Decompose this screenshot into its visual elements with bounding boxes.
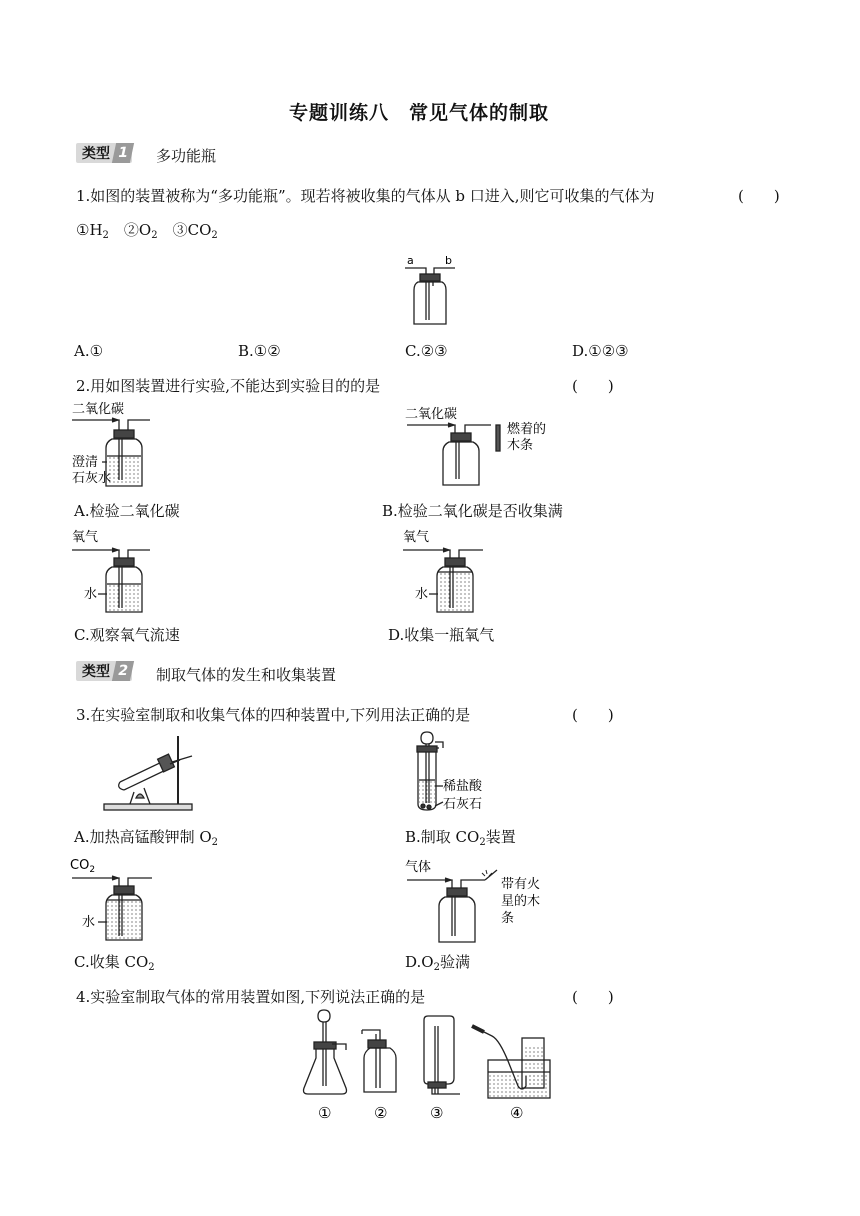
- q3-option-d: $D.O_2$验满: [405, 953, 470, 973]
- q4-label-2: ②: [374, 1104, 388, 1122]
- q2b-gas-label: 二氧化碳: [405, 407, 458, 422]
- q2-option-a: A.检验二氧化碳: [74, 502, 180, 520]
- section-badge-1: [76, 143, 132, 163]
- q3b-stone-label: 石灰石: [443, 797, 483, 812]
- badge-number: 1: [112, 143, 134, 163]
- q4-label-4: ④: [510, 1104, 524, 1122]
- badge-number: 2: [112, 661, 134, 681]
- q1-option-b: B.①②: [238, 342, 281, 360]
- q3-answer-paren: ( ): [572, 706, 614, 724]
- q3c-gas-label: $CO_2$: [70, 858, 96, 875]
- q2-answer-paren: ( ): [572, 377, 614, 395]
- q2a-liquid-label-2: 石灰水: [72, 471, 112, 486]
- q2-figure-b: [405, 405, 555, 490]
- q4-answer-paren: ( ): [572, 988, 614, 1006]
- q3d-gas-label: 气体: [405, 860, 432, 875]
- q2-figure-c: [72, 528, 162, 618]
- q1-option-a: A.①: [74, 342, 104, 360]
- badge-word: 类型: [82, 146, 110, 162]
- q3-option-c: C.收集 $CO_2$: [74, 953, 155, 973]
- q2a-liquid-label-1: 澄清: [72, 455, 99, 470]
- q4-label-1: ①: [318, 1104, 332, 1122]
- q2-figure-a: [72, 400, 162, 490]
- q2c-water-label: 水: [84, 587, 98, 602]
- q2-option-d: D.收集一瓶氧气: [388, 626, 495, 644]
- q1-option-c: C.②③: [405, 342, 448, 360]
- q3d-stick-label-1: 带有火: [501, 877, 541, 892]
- q2b-stick-label-2: 木条: [507, 438, 534, 453]
- q1-answer-paren: ( ): [738, 187, 780, 205]
- badge-word: 类型: [82, 664, 110, 680]
- q4-apparatus-figure: [300, 1006, 560, 1126]
- page-title: 专题训练八 常见气体的制取: [289, 102, 550, 124]
- q4-label-3: ③: [430, 1104, 444, 1122]
- q3b-acid-label: 稀盐酸: [443, 779, 483, 794]
- section-title-2: 制取气体的发生和收集装置: [156, 666, 337, 684]
- q1-bottle-figure: [400, 252, 460, 330]
- q2-stem: 2.用如图装置进行实验,不能达到实验目的的是: [76, 377, 381, 395]
- q2d-gas-label: 氧气: [403, 530, 430, 545]
- q4-stem: 4.实验室制取气体的常用装置如图,下列说法正确的是: [76, 988, 426, 1006]
- q3-figure-d: [405, 858, 555, 946]
- q3-figure-a: [100, 730, 210, 815]
- q1-label-a: a: [407, 254, 414, 267]
- q2b-stick-label-1: 燃着的: [507, 422, 547, 437]
- q3-option-b: B.制取 $CO_2$装置: [405, 828, 516, 848]
- q1-stem: 1.如图的装置被称为“多功能瓶”。现若将被收集的气体从 b 口进入,则它可收集的气体为: [76, 187, 655, 205]
- section-title-1: 多功能瓶: [156, 147, 217, 165]
- section-badge-2: [76, 661, 132, 681]
- q3-figure-b: [405, 728, 505, 816]
- q2-option-b: B.检验二氧化碳是否收集满: [382, 502, 563, 520]
- q2-option-c: C.观察氧气流速: [74, 626, 180, 644]
- q3-stem: 3.在实验室制取和收集气体的四种装置中,下列用法正确的是: [76, 706, 471, 724]
- q2d-water-label: 水: [415, 587, 429, 602]
- q3c-water-label: 水: [82, 915, 96, 930]
- q3d-stick-label-2: 星的木: [501, 894, 541, 909]
- q3-option-a: A.加热高锰酸钾制 $O_2$: [74, 828, 219, 848]
- q1-choices: $①H_2$ $②O_2$ $③CO_2$: [76, 221, 218, 241]
- q2c-gas-label: 氧气: [72, 530, 99, 545]
- q2-figure-d: [403, 528, 493, 618]
- q3d-stick-label-3: 条: [501, 911, 515, 926]
- q1-option-d: D.①②③: [572, 342, 629, 360]
- q2a-gas-label: 二氧化碳: [72, 402, 125, 417]
- q1-label-b: b: [445, 254, 452, 267]
- q3-figure-c: [70, 856, 165, 946]
